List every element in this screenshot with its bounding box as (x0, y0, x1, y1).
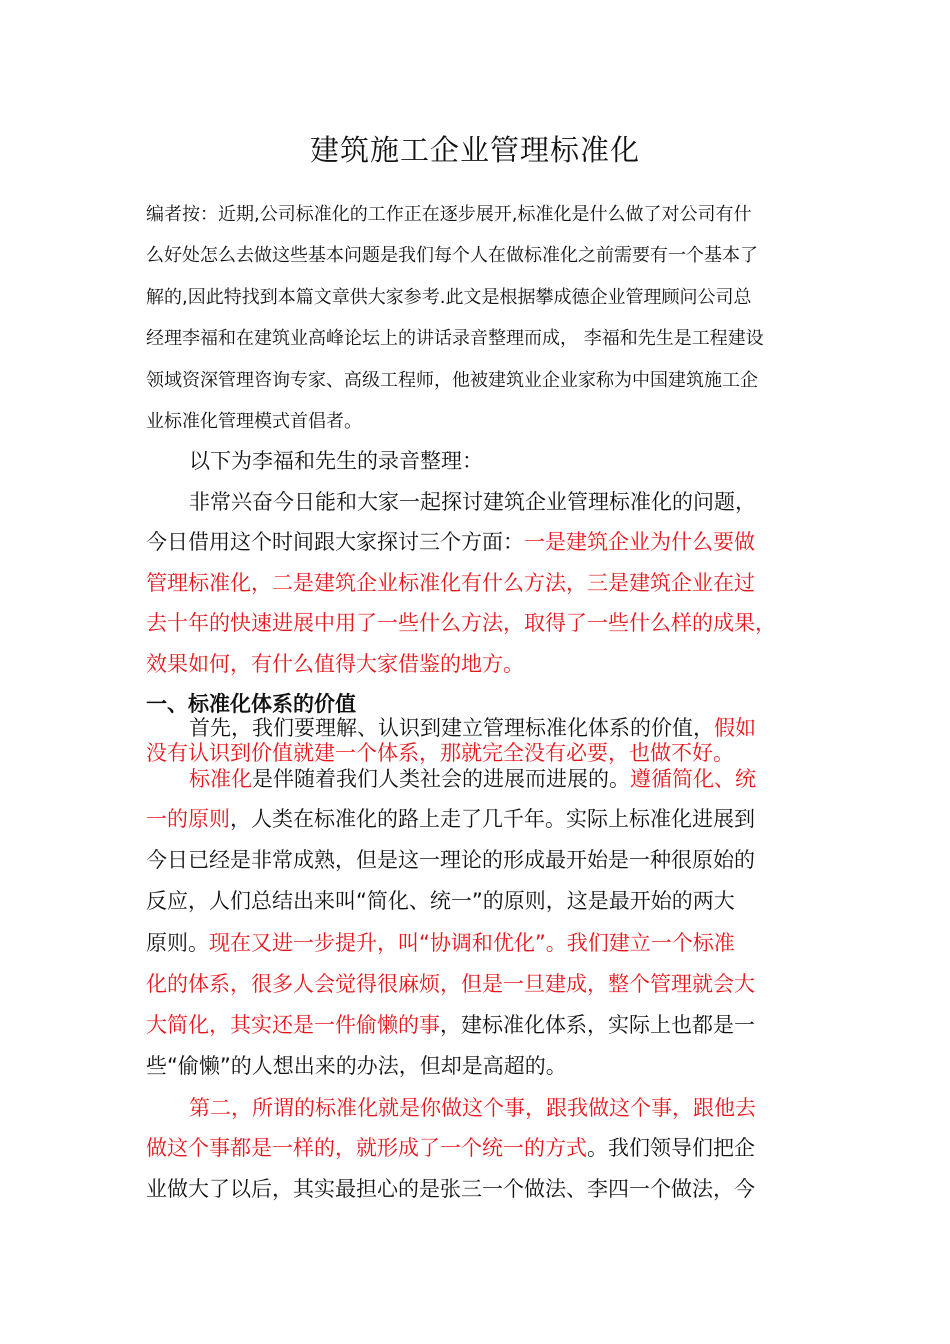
emphasis-line: 管理标准化，二是建筑企业标准化有什么方法，三是建筑企业在过 (146, 571, 755, 595)
paragraph-line (146, 526, 814, 556)
emphasis-text: 遵循简化、统 (630, 767, 756, 791)
emphasis-line: 去十年的快速进展中用了一些什么方法，取得了一些什么样的成果， (146, 611, 776, 635)
paragraph-line (146, 1132, 814, 1162)
section-heading: 一、标准化体系的价值 (146, 692, 356, 716)
editor-note-line: 领域资深管理咨询专家、高级工程师，他被建筑业企业家称为中国建筑施工企 (146, 370, 758, 391)
paragraph-line: 非常兴奋今日能和大家一起探讨建筑企业管理标准化的问题， (189, 490, 756, 514)
paragraph-line (189, 763, 857, 793)
emphasis-line: 第二，所谓的标准化就是你做这个事，跟我做这个事，跟他去 (189, 1096, 756, 1120)
paragraph-text: ，人类在标准化的路上走了几千年。实际上标准化进展到 (230, 807, 755, 831)
paragraph-line (146, 927, 814, 957)
paragraph-text: 原则。 (146, 931, 209, 955)
emphasis-line: 没有认识到价值就建一个体系，那就完全没有必要，也做不好。 (146, 741, 734, 765)
paragraph-line: 今日已经是非常成熟，但是这一理论的形成最开始是一种很原始的 (146, 848, 755, 872)
paragraph-line (146, 1009, 814, 1039)
emphasis-text: 一是建筑企业为什么要做 (524, 530, 755, 554)
paragraph-text: 今日借用这个时间跟大家探讨三个方面： (146, 530, 524, 554)
paragraph-text: 是伴随着我们人类社会的进展而进展的。 (252, 767, 630, 791)
emphasis-text: 做这个事都是一样的，就形成了一个统一的方式 (146, 1136, 587, 1160)
document-title: 建筑施工企业管理标准化 (309, 133, 640, 167)
editor-note-line: 经理李福和在建筑业高峰论坛上的讲话录音整理而成， 李福和先生是工程建设 (146, 328, 764, 349)
paragraph-line: 些“偷懒”的人想出来的办法，但却是高超的。 (146, 1054, 567, 1078)
emphasis-text: 一的原则 (146, 807, 230, 831)
editor-note-line: 么好处怎么去做这些基本问题是我们每个人在做标准化之前需要有一个基本了 (146, 245, 758, 266)
paragraph-text: ，建标准化体系，实际上也都是一 (440, 1013, 755, 1037)
paragraph-line: 业做大了以后，其实最担心的是张三一个做法、李四一个做法，今 (146, 1177, 755, 1201)
emphasis-text: 现在又进一步提升，叫“协调和优化”。我们建立一个标准 (209, 931, 735, 955)
paragraph-line (146, 803, 814, 833)
editor-note-line: 编者按：近期,公司标准化的工作正在逐步展开,标准化是什么做了对公司有什 (146, 204, 752, 225)
intro-line: 以下为李福和先生的录音整理： (189, 449, 483, 473)
emphasis-text: 标准化 (189, 767, 252, 791)
paragraph-text: 。我们领导们把企 (587, 1136, 755, 1160)
editor-note-line: 业标准化管理模式首倡者。 (146, 411, 362, 432)
editor-note-line: 解的,因此特找到本篇文章供大家参考.此文是根据攀成德企业管理顾问公司总 (146, 287, 752, 308)
paragraph-line: 反应，人们总结出来叫“简化、统一”的原则，这是最开始的两大 (146, 889, 735, 913)
emphasis-line: 化的体系，很多人会觉得很麻烦，但是一旦建成，整个管理就会大 (146, 972, 755, 996)
emphasis-line: 效果如何，有什么值得大家借鉴的地方。 (146, 652, 524, 676)
emphasis-text: 假如 (714, 716, 756, 740)
paragraph-text: 首先，我们要理解、认识到建立管理标准化体系的价值， (189, 716, 714, 740)
emphasis-text: 大简化，其实还是一件偷懒的事 (146, 1013, 440, 1037)
